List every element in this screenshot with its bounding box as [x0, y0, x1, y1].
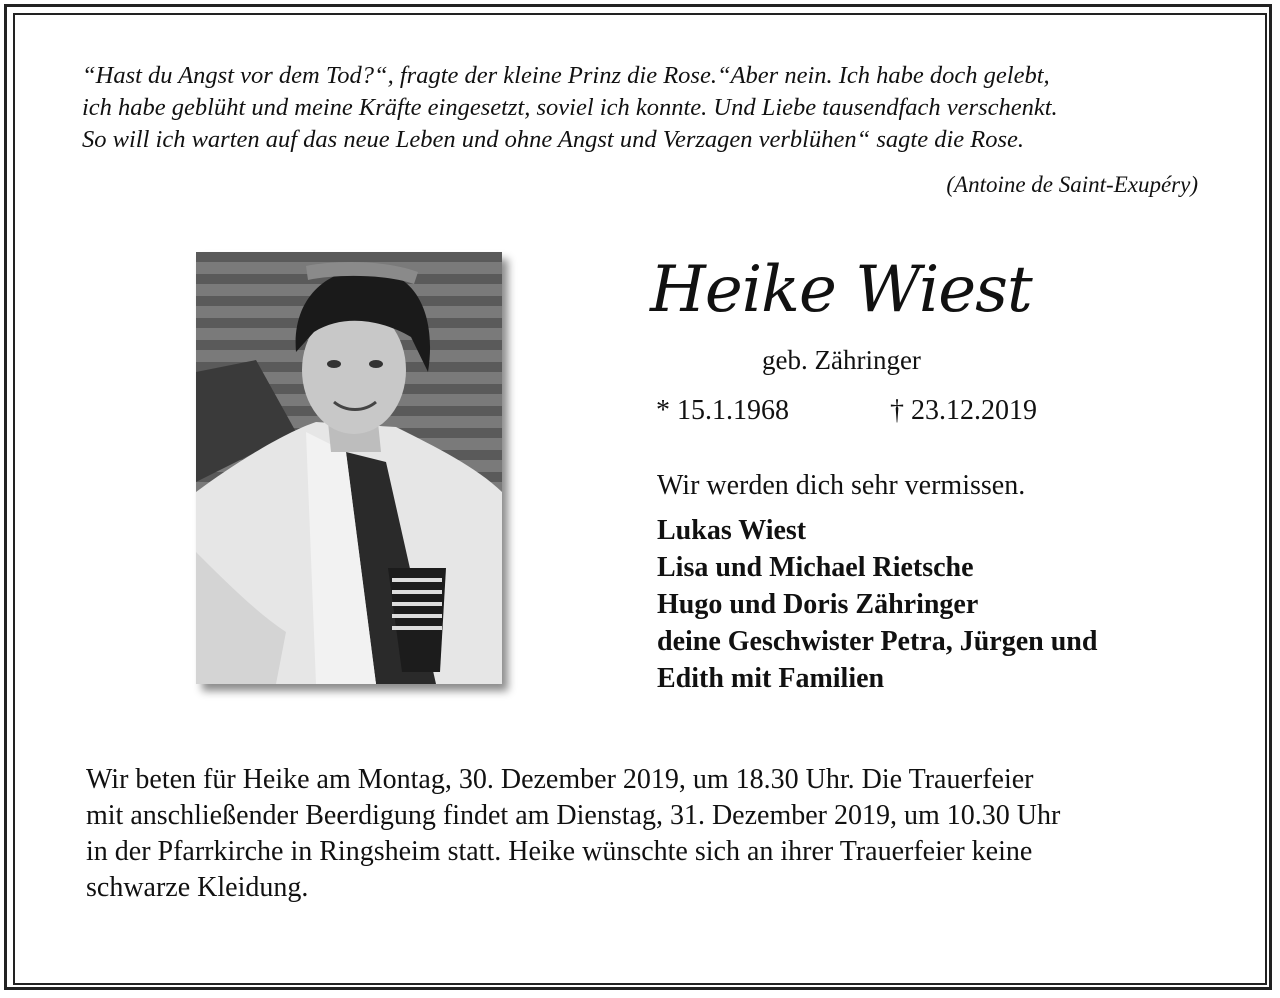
notice-line: Wir beten für Heike am Montag, 30. Dezember 2019, um 18.30 Uhr. Die Trauerfeier	[86, 764, 1034, 795]
mourner: Lisa und Michael Rietsche	[657, 552, 974, 583]
quote-line: ich habe geblüht und meine Kräfte eingesetzt, soviel ich konnte. Und Liebe tausendfach verschenkt.	[82, 94, 1058, 121]
death-date: † 23.12.2019	[890, 395, 1037, 426]
quote	[82, 60, 1232, 156]
deceased-name: Heike Wiest	[650, 253, 1032, 327]
notice-line: mit anschließender Beerdigung findet am Dienstag, 31. Dezember 2019, um 10.30 Uhr	[86, 800, 1061, 831]
life-dates	[656, 393, 1037, 429]
portrait-photo	[196, 252, 502, 684]
mourner: Lukas Wiest	[657, 515, 807, 546]
mourners-list	[657, 512, 1097, 697]
notice-line: schwarze Kleidung.	[86, 872, 309, 903]
notice-line: in der Pfarrkirche in Ringsheim statt. Heike wünschte sich an ihrer Trauerfeier keine	[86, 836, 1033, 867]
mourner: deine Geschwister Petra, Jürgen und	[657, 626, 1098, 657]
maiden-name: geb. Zähringer	[762, 345, 921, 375]
farewell-message: Wir werden dich sehr vermissen.	[657, 470, 1026, 501]
quote-author: (Antoine de Saint-Exupéry)	[946, 172, 1198, 197]
mourner: Edith mit Familien	[657, 663, 885, 694]
quote-line: “Hast du Angst vor dem Tod?“, fragte der kleine Prinz die Rose.“Aber nein. Ich habe doch gelebt,	[82, 62, 1050, 89]
birth-date: * 15.1.1968	[656, 395, 789, 426]
service-notice	[86, 762, 1226, 906]
quote-line: So will ich warten auf das neue Leben und ohne Angst und Verzagen verblühen“ sagte die Rose.	[82, 126, 1025, 153]
mourner: Hugo und Doris Zähringer	[657, 589, 979, 620]
